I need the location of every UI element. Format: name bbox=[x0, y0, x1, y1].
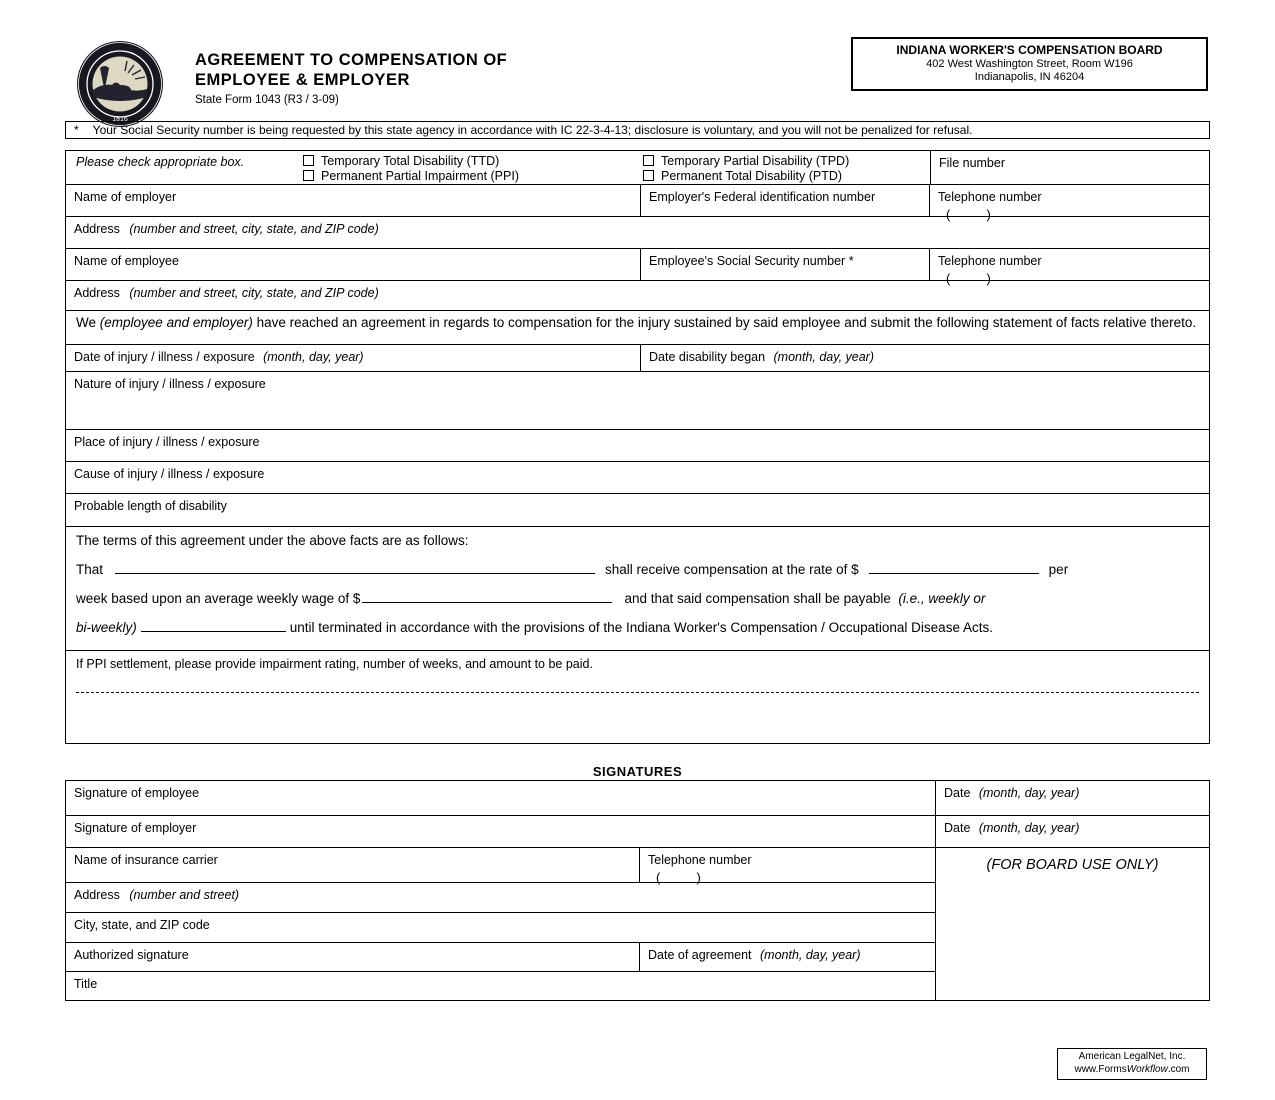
carrier-address-field[interactable] bbox=[66, 883, 935, 912]
terms-that-label: That bbox=[76, 562, 104, 577]
tpd-label: Temporary Partial Disability (TPD) bbox=[661, 153, 850, 168]
employer-address-field[interactable] bbox=[66, 217, 1209, 248]
page-title-line1: AGREEMENT TO COMPENSATION OF bbox=[195, 51, 508, 69]
weekly-wage-blank[interactable] bbox=[362, 590, 612, 603]
employee-signature-date-field[interactable] bbox=[936, 781, 1209, 815]
board-city: Indianapolis, IN 46204 bbox=[974, 71, 1085, 83]
checkbox-group-left bbox=[303, 151, 643, 184]
carrier-phone-field[interactable] bbox=[640, 848, 935, 885]
page-title-line2: EMPLOYEE & EMPLOYER bbox=[195, 71, 410, 89]
checkbox-group-right bbox=[643, 151, 930, 184]
disability-began-hint: (month, day, year) bbox=[773, 350, 875, 364]
ptd-checkbox[interactable] bbox=[643, 170, 654, 181]
disability-began-field[interactable] bbox=[640, 345, 1209, 371]
terms-payable-text: and that said compensation shall be payable bbox=[624, 591, 891, 606]
employer-signature-row bbox=[66, 815, 935, 847]
carrier-address-hint: (number and street) bbox=[129, 888, 240, 902]
file-number-field[interactable] bbox=[930, 151, 1209, 184]
disability-length-field[interactable] bbox=[66, 494, 1209, 526]
injury-nature-label: Nature of injury / illness / exposure bbox=[74, 377, 266, 391]
ppi-settlement-note: If PPI settlement, please provide impairment rating, number of weeks, and amount to be paid. bbox=[76, 657, 593, 671]
terms-ie-italic: (i.e., weekly or bbox=[898, 591, 986, 606]
employee-ssn-label: Employee's Social Security number * bbox=[649, 254, 854, 268]
legalnet-footer-box bbox=[1057, 1048, 1207, 1080]
injury-date-hint: (month, day, year) bbox=[263, 350, 364, 364]
terms-row bbox=[66, 526, 1209, 650]
notice-text: Your Social Security number is being requested by this state agency in accordance with IC 22-3-4-13; disclosure is voluntary, and you will not be penalized for refusal. bbox=[92, 123, 973, 137]
carrier-address-row bbox=[66, 882, 935, 912]
signatures-left-column bbox=[66, 781, 935, 1000]
employee-signature-row bbox=[66, 781, 935, 815]
seal-year: 1816 bbox=[112, 116, 128, 123]
insurance-carrier-field[interactable] bbox=[66, 848, 640, 882]
injury-nature-row bbox=[66, 371, 1209, 429]
signatures-table bbox=[65, 780, 1210, 1001]
ppi-settlement-row bbox=[66, 650, 1209, 743]
carrier-city-row bbox=[66, 912, 935, 942]
employer-signature-date-field[interactable] bbox=[936, 815, 1209, 847]
insurance-carrier-row bbox=[66, 847, 935, 885]
employee-row bbox=[66, 248, 1209, 286]
ppi-label: Permanent Partial Impairment (PPI) bbox=[321, 168, 519, 183]
statement-pre: We bbox=[76, 315, 97, 330]
footer-url-italic: Workflow bbox=[1126, 1063, 1168, 1075]
payment-interval-blank[interactable] bbox=[141, 619, 286, 632]
carrier-city-field[interactable] bbox=[66, 913, 935, 942]
carrier-city-label: City, state, and ZIP code bbox=[74, 918, 210, 932]
employee-address-field[interactable] bbox=[66, 281, 1209, 310]
employee-signature-field[interactable] bbox=[66, 781, 935, 815]
injury-cause-field[interactable] bbox=[66, 462, 1209, 493]
title-label: Title bbox=[74, 977, 98, 991]
disability-length-row bbox=[66, 493, 1209, 526]
employer-phone-field[interactable] bbox=[929, 185, 1209, 222]
title-row bbox=[66, 971, 935, 1000]
terms-until-text: until terminated in accordance with the provisions of the Indiana Worker's Compensation / Occupational Disease Acts. bbox=[289, 620, 993, 635]
injury-place-row bbox=[66, 429, 1209, 461]
agreement-date-label: Date of agreement bbox=[648, 948, 752, 962]
employee-phone-field[interactable] bbox=[929, 249, 1209, 286]
employee-date-label: Date bbox=[944, 786, 971, 800]
employee-phone-label: Telephone number bbox=[938, 254, 1042, 268]
indiana-state-seal bbox=[76, 40, 164, 128]
notice-asterisk: * bbox=[74, 123, 79, 137]
employee-phone-parens: ( ) bbox=[946, 271, 991, 286]
ppi-checkbox[interactable] bbox=[303, 170, 314, 181]
title-field[interactable] bbox=[66, 972, 935, 1000]
carrier-address-label: Address bbox=[74, 888, 120, 902]
employer-fid-field[interactable] bbox=[640, 185, 929, 216]
injury-nature-field[interactable] bbox=[66, 372, 1209, 429]
terms-line-2 bbox=[76, 590, 1199, 606]
terms-rate-text: shall receive compensation at the rate of $ bbox=[605, 562, 859, 577]
footer-url bbox=[1060, 1064, 1204, 1077]
authorized-signature-label: Authorized signature bbox=[74, 948, 189, 962]
disability-type-row bbox=[66, 151, 1209, 184]
ttd-checkbox[interactable] bbox=[303, 155, 314, 166]
compensation-rate-blank[interactable] bbox=[869, 561, 1039, 574]
employer-address-label: Address bbox=[74, 222, 120, 236]
statement-post: have reached an agreement in regards to compensation for the injury sustained by said employee and submit the following statement of facts relative thereto. bbox=[256, 315, 1197, 330]
employee-ssn-field[interactable] bbox=[640, 249, 929, 280]
employer-phone-label: Telephone number bbox=[938, 190, 1042, 204]
board-street: 402 West Washington Street, Room W196 bbox=[926, 58, 1133, 70]
ppi-settlement-field[interactable] bbox=[66, 651, 1209, 743]
injury-place-label: Place of injury / illness / exposure bbox=[74, 435, 260, 449]
employer-date-hint: (month, day, year) bbox=[978, 821, 1080, 835]
injury-place-field[interactable] bbox=[66, 430, 1209, 461]
employer-name-label: Name of employer bbox=[74, 190, 177, 204]
board-name: INDIANA WORKER'S COMPENSATION BOARD bbox=[896, 43, 1163, 57]
authorized-signature-field[interactable] bbox=[66, 943, 640, 971]
employee-signature-label: Signature of employee bbox=[74, 786, 200, 800]
board-address-box bbox=[851, 37, 1208, 91]
terms-per-label: per bbox=[1048, 562, 1069, 577]
signatures-heading: SIGNATURES bbox=[592, 764, 683, 779]
footer-url-post: .com bbox=[1167, 1063, 1190, 1075]
employer-date-label: Date bbox=[944, 821, 971, 835]
agreement-statement-row bbox=[66, 310, 1209, 344]
injury-cause-label: Cause of injury / illness / exposure bbox=[74, 467, 265, 481]
authorized-signature-row bbox=[66, 942, 935, 971]
carrier-phone-label: Telephone number bbox=[648, 853, 752, 867]
form-title-block bbox=[195, 50, 507, 106]
footer-company: American LegalNet, Inc. bbox=[1078, 1051, 1186, 1062]
terms-biweekly-italic: bi-weekly) bbox=[76, 620, 137, 635]
signatures-right-column bbox=[935, 781, 1209, 1000]
employer-signature-field[interactable] bbox=[66, 816, 935, 847]
main-form-table bbox=[65, 150, 1210, 744]
employee-date-hint: (month, day, year) bbox=[978, 786, 1080, 800]
board-use-only-area: (FOR BOARD USE ONLY) bbox=[936, 847, 1209, 1000]
agreement-statement bbox=[66, 311, 1206, 344]
employee-address-row bbox=[66, 280, 1209, 310]
terms-week-text: week based upon an average weekly wage of $ bbox=[76, 591, 361, 606]
terms-section bbox=[66, 527, 1209, 650]
ppi-dashed-divider bbox=[76, 692, 1199, 693]
employee-name-label: Name of employee bbox=[74, 254, 179, 268]
disability-length-label: Probable length of disability bbox=[74, 499, 227, 513]
state-form-number: State Form 1043 (R3 / 3-09) bbox=[195, 94, 339, 106]
checkbox-instruction: Please check appropriate box. bbox=[76, 155, 245, 169]
terms-intro: The terms of this agreement under the above facts are as follows: bbox=[76, 533, 469, 548]
footer-url-pre: www.Forms bbox=[1074, 1063, 1127, 1075]
employer-row bbox=[66, 184, 1209, 222]
injury-date-field[interactable] bbox=[66, 345, 640, 371]
employer-fid-label: Employer's Federal identification number bbox=[649, 190, 876, 204]
recipient-name-blank[interactable] bbox=[115, 561, 595, 574]
employer-address-row bbox=[66, 216, 1209, 248]
disability-began-label: Date disability began bbox=[649, 350, 766, 364]
terms-line-3 bbox=[76, 619, 1199, 635]
tpd-checkbox[interactable] bbox=[643, 155, 654, 166]
employer-name-field[interactable] bbox=[66, 185, 640, 216]
terms-line-1 bbox=[76, 561, 1199, 577]
employer-address-hint: (number and street, city, state, and ZIP code) bbox=[129, 222, 379, 236]
employer-phone-parens: ( ) bbox=[946, 207, 991, 222]
ssn-privacy-notice bbox=[65, 121, 1210, 139]
insurance-carrier-label: Name of insurance carrier bbox=[74, 853, 218, 867]
carrier-phone-parens: ( ) bbox=[656, 870, 701, 885]
employee-address-label: Address bbox=[74, 286, 120, 300]
employer-signature-label: Signature of employer bbox=[74, 821, 197, 835]
ptd-label: Permanent Total Disability (PTD) bbox=[661, 168, 843, 183]
agreement-date-field[interactable] bbox=[640, 943, 935, 971]
file-number-label: File number bbox=[939, 156, 1005, 170]
injury-date-label: Date of injury / illness / exposure bbox=[74, 350, 255, 364]
ttd-label: Temporary Total Disability (TTD) bbox=[321, 153, 500, 168]
injury-dates-row bbox=[66, 344, 1209, 371]
statement-parties: (employee and employer) bbox=[99, 315, 253, 330]
agreement-date-hint: (month, day, year) bbox=[760, 948, 861, 962]
injury-cause-row bbox=[66, 461, 1209, 493]
employee-name-field[interactable] bbox=[66, 249, 640, 280]
employee-address-hint: (number and street, city, state, and ZIP code) bbox=[129, 286, 379, 300]
